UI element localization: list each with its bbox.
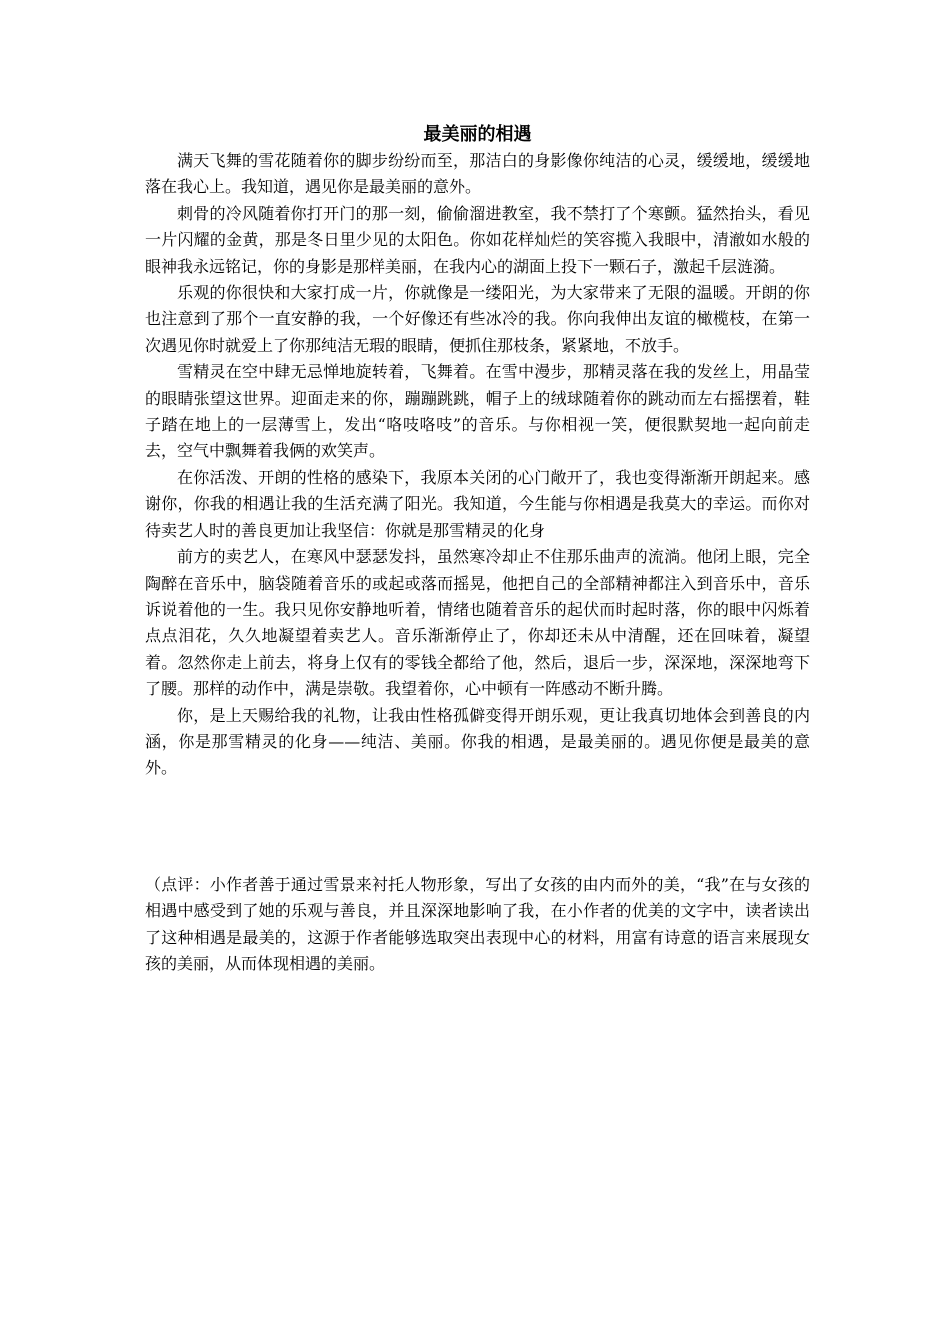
document-title: 最美丽的相遇 [423,124,532,145]
paragraph-4: 雪精灵在空中肆无忌惮地旋转着，飞舞着。在雪中漫步，那精灵落在我的发丝上，用晶莹的眼睛张望这世界。迎面走来的你，蹦蹦跳跳，帽子上的绒球随着你的跳动而左右摇摆着，鞋子踏在地上的一层薄雪上，发出“咯吱咯吱”的音乐。与你相视一笑，便很默契地一起向前走去，空气中飘舞着我俩的欢笑声。 [145,362,810,461]
paragraph-5: 在你活泼、开朗的性格的感染下，我原本关闭的心门敞开了，我也变得渐渐开朗起来。感谢你，你我的相遇让我的生活充满了阳光。我知道，今生能与你相遇是我莫大的幸运。而你对待卖艺人时的善良更加让我坚信：你就是那雪精灵的化身 [145,467,810,540]
teacher-comment: （点评：小作者善于通过雪景来衬托人物形象，写出了女孩的由内而外的美，“我”在与女孩的相遇中感受到了她的乐观与善良，并且深深地影响了我，在小作者的优美的文字中，读者读出了这种相遇是最美的，这源于作者能够选取突出表现中心的材料，用富有诗意的语言来展现女孩的美丽，从而体现相遇的美丽。 [145,875,810,974]
paragraph-2: 刺骨的冷风随着你打开门的那一刻，偷偷溜进教室，我不禁打了个寒颤。猛然抬头，看见一片闪耀的金黄，那是冬日里少见的太阳色。你如花样灿烂的笑容揽入我眼中，清澈如水般的眼神我永远铭记，你的身影是那样美丽，在我内心的湖面上投下一颗石子，激起千层涟漪。 [145,203,810,276]
essay-body [145,148,810,782]
paragraph-3: 乐观的你很快和大家打成一片，你就像是一缕阳光，为大家带来了无限的温暖。开朗的你也注意到了那个一直安静的我，一个好像还有些冰冷的我。你向我伸出友谊的橄榄枝，在第一次遇见你时就爱上了你那纯洁无瑕的眼睛，便抓住那枝条，紧紧地，不放手。 [145,283,810,355]
paragraph-6: 前方的卖艺人，在寒风中瑟瑟发抖，虽然寒冷却止不住那乐曲声的流淌。他闭上眼，完全陶醉在音乐中，脑袋随着音乐的或起或落而摇晃，他把自己的全部精神都注入到音乐中，音乐诉说着他的一生。我只见你安静地听着，情绪也随着音乐的起伏而时起时落，你的眼中闪烁着点点泪花，久久地凝望着卖艺人。音乐渐渐停止了，你却还未从中清醒，还在回味着，凝望着。忽然你走上前去，将身上仅有的零钱全都给了他，然后，退后一步，深深地，深深地弯下了腰。那样的动作中，满是崇敬。我望着你，心中顿有一阵感动不断升腾。 [145,547,810,699]
paragraph-1: 满天飞舞的雪花随着你的脚步纷纷而至，那洁白的身影像你纯洁的心灵，缓缓地，缓缓地落在我心上。我知道，遇见你是最美丽的意外。 [145,151,810,197]
paragraph-7: 你，是上天赐给我的礼物，让我由性格孤僻变得开朗乐观，更让我真切地体会到善良的内涵，你是那雪精灵的化身——纯洁、美丽。你我的相遇，是最美丽的。遇见你便是最美的意外。 [145,705,810,778]
